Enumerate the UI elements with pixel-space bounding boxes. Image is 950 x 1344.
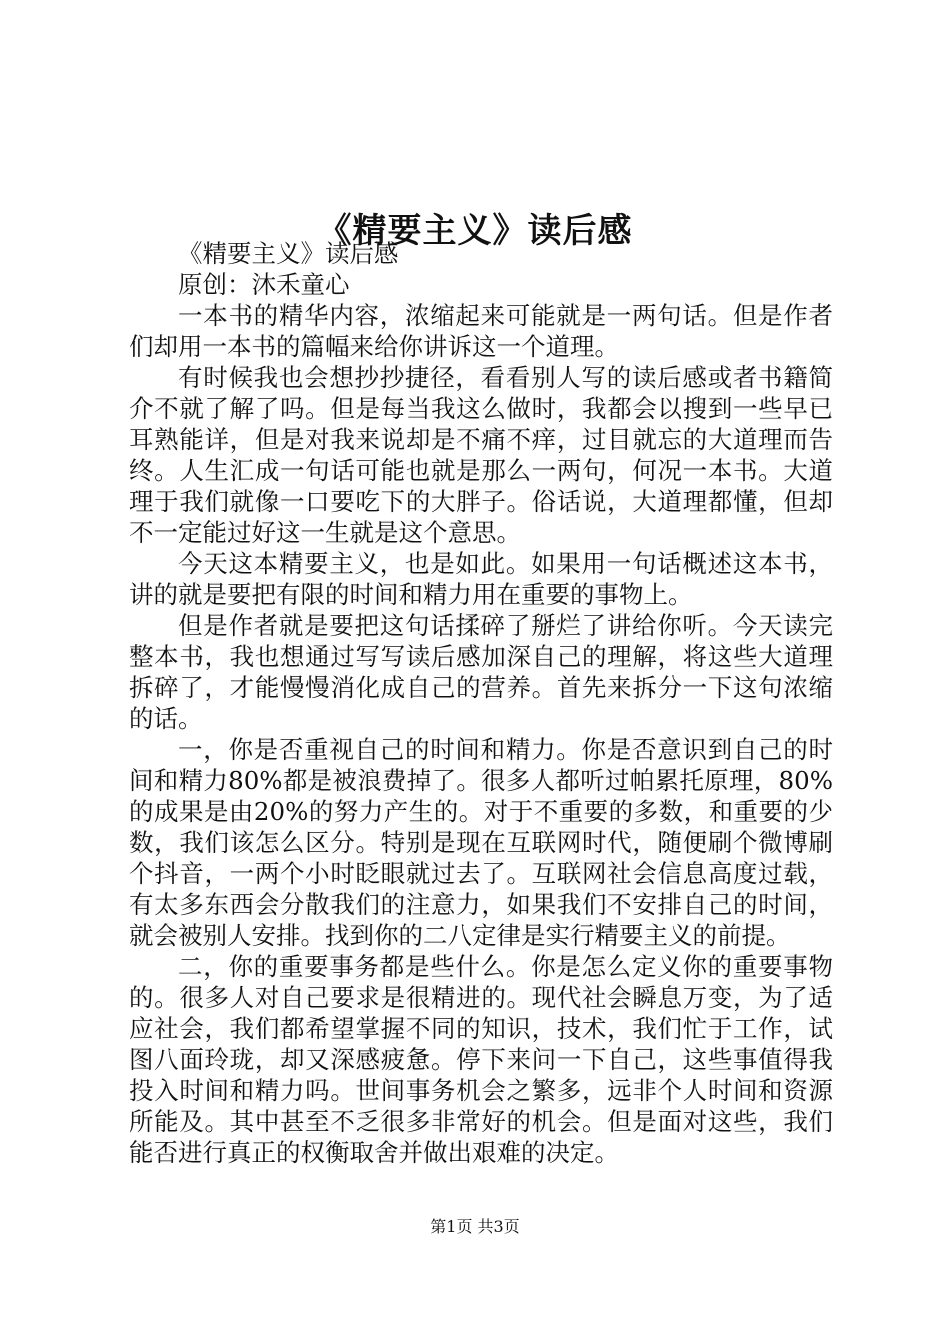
body-paragraph: 但是作者就是要把这句话揉碎了掰烂了讲给你听。今天读完整本书，我也想通过写写读后感加深自己的理解，将这些大道理拆碎了，才能慢慢消化成自己的营养。首先来拆分一下这句浓缩的话。 <box>129 611 833 733</box>
body-paragraph: 一本书的精华内容，浓缩起来可能就是一两句话。但是作者们却用一本书的篇幅来给你讲诉这一个道理。 <box>129 301 833 361</box>
body-paragraph: 一，你是否重视自己的时间和精力。你是否意识到自己的时间和精力80%都是被浪费掉了。很多人都听过帕累托原理，80%的成果是由20%的努力产生的。对于不重要的多数，和重要的少数，我们该怎么区分。特别是现在互联网时代，随便刷个微博刷个抖音，一两个小时眨眼就过去了。互联网社会信息高度过载，有太多东西会分散我们的注意力，如果我们不安排自己的时间，就会被别人安排。找到你的二八定律是实行精要主义的前提。 <box>129 735 833 950</box>
body-paragraph: 今天这本精要主义，也是如此。如果用一句话概述这本书，讲的就是要把有限的时间和精力用在重要的事物上。 <box>129 549 833 609</box>
body-paragraph: 二，你的重要事务都是些什么。你是怎么定义你的重要事物的。很多人对自己要求是很精进的。现代社会瞬息万变，为了适应社会，我们都希望掌握不同的知识，技术，我们忙于工作，试图八面玲珑，却又深感疲惫。停下来问一下自己，这些事值得我投入时间和精力吗。世间事务机会之繁多，远非个人时间和资源所能及。其中甚至不乏很多非常好的机会。但是面对这些，我们能否进行真正的权衡取舍并做出艰难的决定。 <box>129 952 833 1167</box>
page-number-footer: 第1页 共3页 <box>430 1217 520 1236</box>
body-paragraph: 《精要主义》读后感 <box>178 239 399 268</box>
document-title: 《精要主义》读后感 <box>317 210 633 251</box>
body-paragraph: 原创：沐禾童心 <box>178 270 350 299</box>
document-body <box>129 238 833 1168</box>
body-paragraph: 有时候我也会想抄抄捷径，看看别人写的读后感或者书籍简介不就了解了吗。但是每当我这么做时，我都会以搜到一些早已耳熟能详，但是对我来说却是不痛不痒，过目就忘的大道理而告终。人生汇成一句话可能也就是那么一两句，何况一本书。大道理于我们就像一口要吃下的大胖子。俗话说，大道理都懂，但却不一定能过好这一生就是这个意思。 <box>129 363 833 547</box>
